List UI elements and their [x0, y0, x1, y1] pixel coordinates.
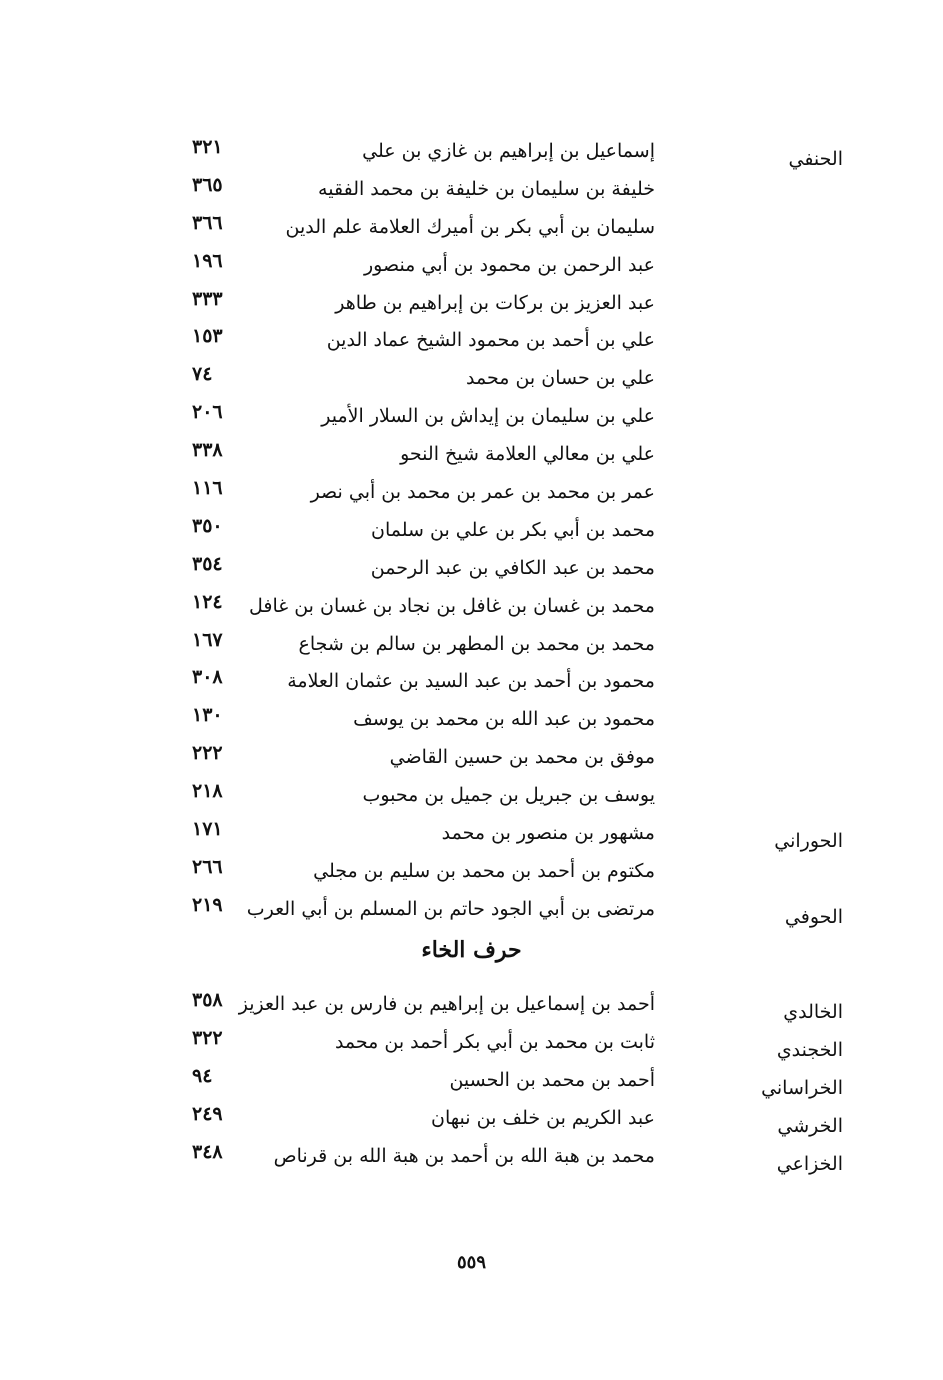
entry-name: مرتضى بن أبي الجود حاتم بن المسلم بن أبي العرب — [246, 897, 655, 920]
page-number: ٥٥٩ — [456, 1252, 486, 1273]
page-reference: ٧٤ — [192, 363, 213, 386]
entry-name: موفق بن محمد بن حسين القاضي — [389, 746, 655, 769]
index-section-ha — [0, 136, 943, 936]
index-entry — [0, 211, 943, 254]
entry-name: ثابت بن محمد بن أبي بكر أحمد بن محمد — [334, 1030, 655, 1053]
page-reference: ٢٤٩ — [192, 1102, 223, 1125]
entry-name: علي بن أحمد بن محمود الشيخ عماد الدين — [326, 329, 655, 352]
index-entry — [0, 1140, 943, 1183]
entry-name: إسماعيل بن إبراهيم بن غازي بن علي — [362, 140, 655, 162]
index-entry — [0, 590, 943, 633]
index-entry — [0, 666, 943, 708]
page-reference: ٣٥٨ — [192, 989, 223, 1011]
entry-name: عبد الكريم بن خلف بن نبهان — [431, 1106, 655, 1129]
nisba-label: الحنفي — [788, 148, 843, 170]
page-reference: ٣٣٣ — [192, 287, 223, 310]
page-reference: ١٦٧ — [192, 628, 223, 651]
entry-name: محمد بن عبد الكافي بن عبد الرحمن — [370, 556, 655, 579]
entry-name: علي بن حسان بن محمد — [466, 367, 655, 390]
index-section-kha — [0, 989, 943, 1182]
entry-name: علي بن معالي العلامة شيخ النحو — [400, 443, 655, 466]
index-entry — [0, 363, 943, 405]
page-reference: ٣٢٢ — [192, 1026, 223, 1049]
index-entry — [0, 552, 943, 595]
nisba-label: الحوراني — [774, 830, 843, 853]
page-reference: ٣٥٤ — [192, 552, 223, 575]
entry-name: محمود بن عبد الله بن محمد بن يوسف — [353, 708, 655, 731]
entry-name: أحمد بن محمد بن الحسين — [449, 1068, 655, 1091]
index-entry — [0, 325, 943, 367]
entry-name: محمد بن أبي بكر بن علي بن سلمان — [371, 518, 655, 541]
index-entry — [0, 855, 943, 898]
entry-name: مشهور بن منصور بن محمد — [441, 822, 655, 845]
index-entry — [0, 1102, 943, 1145]
index-entry — [0, 173, 943, 216]
index-entry — [0, 287, 943, 330]
page-reference: ٣٦٥ — [192, 173, 223, 196]
index-entry — [0, 1026, 943, 1069]
page-reference: ٣٥٠ — [192, 514, 223, 537]
nisba-label: الخجندي — [776, 1038, 843, 1061]
entry-name: أحمد بن إسماعيل بن إبراهيم بن فارس بن عبد العزيز — [238, 993, 655, 1015]
page-reference: ٣٤٨ — [192, 1140, 223, 1163]
nisba-label: الخرشي — [777, 1114, 843, 1137]
nisba-label: الخزاعي — [776, 1152, 843, 1175]
index-entry — [0, 514, 943, 557]
entry-name: محمود بن أحمد بن عبد السيد بن عثمان العلامة — [287, 670, 655, 693]
index-entry — [0, 628, 943, 671]
page-reference: ١٧١ — [192, 818, 223, 841]
page-reference: ٢٦٦ — [192, 855, 223, 878]
page-reference: ٣٣٨ — [192, 439, 223, 462]
entry-name: محمد بن هبة الله بن أحمد بن هبة الله بن قرناص — [273, 1144, 655, 1167]
index-entry — [0, 1064, 943, 1107]
page-reference: ١٢٤ — [192, 590, 223, 613]
index-entry — [0, 477, 943, 519]
index-entry — [0, 989, 943, 1031]
entry-name: سليمان بن أبي بكر بن أميرك العلامة علم الدين — [285, 215, 655, 238]
page-reference: ٢١٩ — [192, 893, 223, 916]
index-entry — [0, 742, 943, 784]
entry-name: مكتوم بن أحمد بن محمد بن سليم بن مجلي — [313, 859, 655, 882]
index-entry — [0, 780, 943, 822]
page-reference: ٢٢٢ — [192, 742, 223, 765]
page-reference: ٢١٨ — [192, 780, 223, 803]
entry-name: محمد بن غسان بن غافل بن نجاد بن غسان بن غافل — [248, 594, 655, 617]
index-entry — [0, 818, 943, 860]
index-entry — [0, 249, 943, 292]
entry-name: عمر بن محمد بن عمر بن محمد بن أبي نصر — [310, 481, 655, 504]
page-reference: ٩٤ — [192, 1064, 213, 1087]
page-reference: ١٣٠ — [192, 704, 223, 727]
index-entry — [0, 439, 943, 481]
page-reference: ١٥٣ — [192, 325, 223, 348]
entry-name: محمد بن محمد بن المطهر بن سالم بن شجاع — [298, 632, 655, 655]
index-entry — [0, 893, 943, 936]
page-reference: ٣٠٨ — [192, 666, 223, 689]
nisba-label: الحوفي — [784, 905, 843, 928]
index-entry — [0, 704, 943, 746]
entry-name: علي بن سليمان بن إيداش بن السلار الأمير — [321, 405, 655, 428]
index-entry — [0, 136, 943, 178]
page-reference: ٣٦٦ — [192, 211, 223, 234]
entry-name: عبد الرحمن بن محمود بن أبي منصور — [363, 253, 655, 276]
letter-heading: حرف الخاء — [421, 937, 522, 963]
index-entry — [0, 401, 943, 443]
entry-name: خليفة بن سليمان بن خليفة بن محمد الفقيه — [318, 177, 655, 200]
entry-name: عبد العزيز بن بركات بن إبراهيم بن طاهر — [335, 291, 655, 314]
page-reference: ٣٢١ — [192, 136, 223, 158]
page-reference: ١٩٦ — [192, 249, 223, 272]
page-reference: ١١٦ — [192, 477, 223, 500]
entry-name: يوسف بن جبريل بن جميل بن محبوب — [362, 784, 655, 807]
nisba-label: الخراساني — [761, 1076, 843, 1099]
page-reference: ٢٠٦ — [192, 401, 223, 424]
nisba-label: الخالدي — [783, 1001, 843, 1023]
